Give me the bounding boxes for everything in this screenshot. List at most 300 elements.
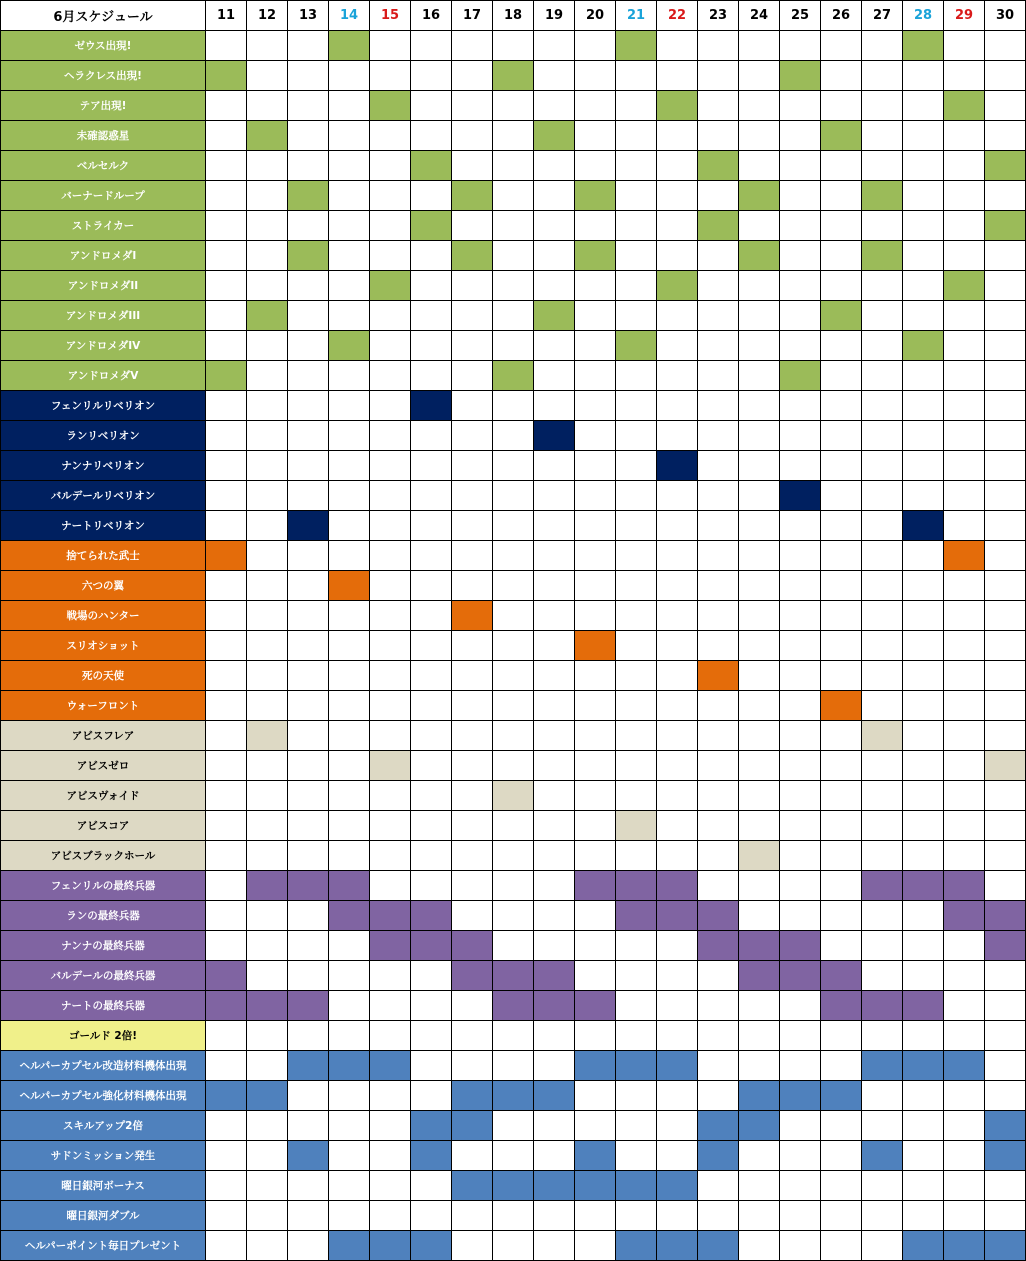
schedule-row	[1, 841, 1026, 871]
active-day-cell	[493, 61, 534, 91]
day-cell	[698, 751, 739, 781]
day-cell	[780, 1051, 821, 1081]
day-cell	[821, 241, 862, 271]
day-cell	[206, 91, 247, 121]
day-cell	[821, 91, 862, 121]
active-day-cell	[370, 271, 411, 301]
day-cell	[698, 571, 739, 601]
day-cell	[985, 601, 1026, 631]
day-cell	[903, 301, 944, 331]
day-cell	[780, 511, 821, 541]
day-cell	[329, 841, 370, 871]
active-day-cell	[329, 871, 370, 901]
day-cell	[534, 1231, 575, 1261]
day-cell	[452, 481, 493, 511]
day-cell	[411, 991, 452, 1021]
day-cell	[698, 121, 739, 151]
day-cell	[534, 721, 575, 751]
day-cell	[452, 31, 493, 61]
day-cell	[903, 451, 944, 481]
day-cell	[616, 751, 657, 781]
day-cell	[575, 481, 616, 511]
day-cell	[698, 841, 739, 871]
day-cell	[247, 1201, 288, 1231]
active-day-cell	[534, 991, 575, 1021]
day-cell	[534, 541, 575, 571]
active-day-cell	[493, 961, 534, 991]
day-cell	[985, 571, 1026, 601]
day-cell	[985, 841, 1026, 871]
active-day-cell	[739, 241, 780, 271]
day-cell	[452, 1141, 493, 1171]
day-cell	[288, 571, 329, 601]
day-cell	[944, 631, 985, 661]
day-cell	[657, 361, 698, 391]
day-cell	[862, 751, 903, 781]
day-cell	[493, 661, 534, 691]
day-cell	[247, 181, 288, 211]
event-label: ナートリベリオン	[1, 511, 206, 541]
day-cell	[534, 151, 575, 181]
day-cell	[698, 1171, 739, 1201]
day-cell	[575, 511, 616, 541]
day-cell	[247, 1021, 288, 1051]
day-cell	[780, 181, 821, 211]
day-cell	[821, 1201, 862, 1231]
day-cell	[534, 331, 575, 361]
day-cell	[903, 901, 944, 931]
day-cell	[739, 1021, 780, 1051]
active-day-cell	[534, 121, 575, 151]
day-cell	[985, 361, 1026, 391]
day-header-21: 21	[616, 1, 657, 31]
day-cell	[575, 331, 616, 361]
schedule-row	[1, 1171, 1026, 1201]
event-label: アビスゼロ	[1, 751, 206, 781]
day-cell	[411, 661, 452, 691]
active-day-cell	[698, 1231, 739, 1261]
day-cell	[206, 451, 247, 481]
schedule-row	[1, 991, 1026, 1021]
day-cell	[780, 841, 821, 871]
active-day-cell	[616, 331, 657, 361]
day-cell	[452, 991, 493, 1021]
day-cell	[985, 1081, 1026, 1111]
day-cell	[493, 331, 534, 361]
day-cell	[370, 361, 411, 391]
active-day-cell	[575, 871, 616, 901]
active-day-cell	[985, 901, 1026, 931]
active-day-cell	[821, 301, 862, 331]
event-label: 六つの翼	[1, 571, 206, 601]
schedule-row	[1, 1081, 1026, 1111]
day-cell	[452, 901, 493, 931]
day-cell	[206, 1171, 247, 1201]
day-cell	[862, 631, 903, 661]
day-cell	[247, 91, 288, 121]
day-cell	[411, 31, 452, 61]
schedule-row	[1, 961, 1026, 991]
day-cell	[206, 661, 247, 691]
schedule-title: 6月スケジュール	[1, 1, 206, 31]
day-cell	[206, 301, 247, 331]
day-cell	[452, 91, 493, 121]
day-cell	[247, 781, 288, 811]
day-cell	[534, 481, 575, 511]
active-day-cell	[739, 841, 780, 871]
day-cell	[944, 961, 985, 991]
day-cell	[329, 1111, 370, 1141]
day-cell	[329, 811, 370, 841]
day-cell	[247, 391, 288, 421]
day-cell	[657, 781, 698, 811]
day-cell	[862, 271, 903, 301]
schedule-row	[1, 811, 1026, 841]
day-cell	[862, 781, 903, 811]
day-cell	[985, 1021, 1026, 1051]
day-cell	[493, 541, 534, 571]
day-header-29: 29	[944, 1, 985, 31]
day-cell	[985, 691, 1026, 721]
day-cell	[370, 151, 411, 181]
active-day-cell	[657, 1051, 698, 1081]
day-cell	[903, 421, 944, 451]
day-cell	[247, 361, 288, 391]
day-cell	[739, 541, 780, 571]
day-cell	[575, 751, 616, 781]
day-cell	[575, 601, 616, 631]
day-cell	[616, 241, 657, 271]
day-cell	[944, 1141, 985, 1171]
day-cell	[985, 61, 1026, 91]
day-cell	[493, 481, 534, 511]
day-cell	[616, 781, 657, 811]
day-cell	[862, 511, 903, 541]
day-cell	[206, 421, 247, 451]
day-cell	[985, 271, 1026, 301]
day-cell	[534, 181, 575, 211]
active-day-cell	[452, 931, 493, 961]
day-header-27: 27	[862, 1, 903, 31]
active-day-cell	[411, 1231, 452, 1261]
day-cell	[657, 511, 698, 541]
day-cell	[862, 931, 903, 961]
day-cell	[247, 1051, 288, 1081]
day-cell	[534, 1201, 575, 1231]
day-cell	[657, 421, 698, 451]
day-cell	[616, 211, 657, 241]
day-cell	[534, 931, 575, 961]
event-label: アンドロメダIV	[1, 331, 206, 361]
schedule-row	[1, 301, 1026, 331]
day-cell	[370, 841, 411, 871]
day-cell	[821, 271, 862, 301]
day-cell	[452, 1051, 493, 1081]
active-day-cell	[862, 181, 903, 211]
day-cell	[616, 391, 657, 421]
active-day-cell	[821, 691, 862, 721]
day-cell	[944, 1201, 985, 1231]
day-header-13: 13	[288, 1, 329, 31]
day-cell	[780, 1231, 821, 1261]
day-cell	[206, 481, 247, 511]
day-cell	[247, 1141, 288, 1171]
day-cell	[821, 31, 862, 61]
day-cell	[698, 61, 739, 91]
day-cell	[903, 541, 944, 571]
day-cell	[739, 121, 780, 151]
day-cell	[944, 151, 985, 181]
day-cell	[575, 151, 616, 181]
event-label: 戦場のハンター	[1, 601, 206, 631]
active-day-cell	[575, 1171, 616, 1201]
day-header-20: 20	[575, 1, 616, 31]
day-cell	[985, 121, 1026, 151]
day-cell	[862, 691, 903, 721]
event-label: スキルアップ2倍	[1, 1111, 206, 1141]
day-cell	[698, 391, 739, 421]
day-cell	[452, 451, 493, 481]
day-header-23: 23	[698, 1, 739, 31]
day-cell	[780, 721, 821, 751]
day-cell	[944, 421, 985, 451]
day-cell	[616, 361, 657, 391]
day-cell	[370, 181, 411, 211]
active-day-cell	[493, 781, 534, 811]
day-cell	[985, 1201, 1026, 1231]
day-cell	[903, 931, 944, 961]
day-cell	[616, 691, 657, 721]
day-cell	[247, 571, 288, 601]
active-day-cell	[944, 541, 985, 571]
day-cell	[452, 811, 493, 841]
day-cell	[698, 1051, 739, 1081]
day-cell	[657, 241, 698, 271]
active-day-cell	[329, 571, 370, 601]
active-day-cell	[903, 511, 944, 541]
day-cell	[288, 1201, 329, 1231]
day-header-17: 17	[452, 1, 493, 31]
active-day-cell	[288, 241, 329, 271]
active-day-cell	[657, 271, 698, 301]
day-cell	[247, 211, 288, 241]
day-cell	[739, 511, 780, 541]
day-cell	[329, 601, 370, 631]
day-cell	[206, 391, 247, 421]
active-day-cell	[411, 391, 452, 421]
day-cell	[616, 1081, 657, 1111]
day-cell	[493, 691, 534, 721]
day-cell	[739, 211, 780, 241]
day-cell	[821, 781, 862, 811]
event-label: ランの最終兵器	[1, 901, 206, 931]
day-cell	[657, 211, 698, 241]
day-cell	[821, 481, 862, 511]
day-cell	[493, 421, 534, 451]
day-cell	[370, 631, 411, 661]
day-cell	[821, 211, 862, 241]
day-cell	[780, 271, 821, 301]
day-cell	[739, 31, 780, 61]
active-day-cell	[329, 331, 370, 361]
day-cell	[329, 151, 370, 181]
active-day-cell	[657, 871, 698, 901]
active-day-cell	[616, 1171, 657, 1201]
day-cell	[657, 301, 698, 331]
day-cell	[821, 571, 862, 601]
day-cell	[206, 181, 247, 211]
day-cell	[288, 61, 329, 91]
day-cell	[370, 781, 411, 811]
event-label: アビスコア	[1, 811, 206, 841]
event-label: ナートの最終兵器	[1, 991, 206, 1021]
day-cell	[657, 721, 698, 751]
active-day-cell	[698, 901, 739, 931]
schedule-row	[1, 421, 1026, 451]
day-cell	[452, 301, 493, 331]
day-cell	[288, 781, 329, 811]
day-cell	[657, 391, 698, 421]
active-day-cell	[493, 361, 534, 391]
day-cell	[698, 991, 739, 1021]
day-cell	[862, 451, 903, 481]
day-cell	[411, 331, 452, 361]
day-cell	[452, 841, 493, 871]
day-cell	[821, 331, 862, 361]
day-cell	[575, 271, 616, 301]
day-cell	[206, 1201, 247, 1231]
day-cell	[698, 1021, 739, 1051]
event-label: 未確認惑星	[1, 121, 206, 151]
day-cell	[944, 181, 985, 211]
event-label: アビスフレア	[1, 721, 206, 751]
event-label: アビスヴォイド	[1, 781, 206, 811]
event-label: バーナードループ	[1, 181, 206, 211]
active-day-cell	[288, 1051, 329, 1081]
schedule-row	[1, 241, 1026, 271]
day-cell	[452, 1201, 493, 1231]
day-cell	[329, 211, 370, 241]
schedule-row	[1, 1111, 1026, 1141]
day-cell	[944, 751, 985, 781]
day-cell	[329, 721, 370, 751]
day-cell	[370, 1081, 411, 1111]
day-cell	[247, 931, 288, 961]
day-cell	[780, 1021, 821, 1051]
day-cell	[411, 601, 452, 631]
day-cell	[370, 1111, 411, 1141]
day-cell	[739, 1141, 780, 1171]
day-header-15: 15	[370, 1, 411, 31]
event-label: 曜日銀河ボーナス	[1, 1171, 206, 1201]
day-cell	[862, 481, 903, 511]
day-cell	[903, 361, 944, 391]
active-day-cell	[452, 601, 493, 631]
day-cell	[739, 631, 780, 661]
day-cell	[903, 721, 944, 751]
schedule-body	[1, 31, 1026, 1261]
day-cell	[534, 1111, 575, 1141]
day-cell	[411, 451, 452, 481]
active-day-cell	[534, 301, 575, 331]
active-day-cell	[985, 151, 1026, 181]
day-cell	[329, 1171, 370, 1201]
day-cell	[452, 661, 493, 691]
day-cell	[247, 601, 288, 631]
day-cell	[452, 121, 493, 151]
day-cell	[821, 631, 862, 661]
day-cell	[493, 931, 534, 961]
day-cell	[862, 301, 903, 331]
day-cell	[247, 31, 288, 61]
active-day-cell	[329, 31, 370, 61]
day-cell	[657, 61, 698, 91]
day-cell	[329, 61, 370, 91]
day-header-12: 12	[247, 1, 288, 31]
day-cell	[288, 451, 329, 481]
day-cell	[985, 631, 1026, 661]
day-cell	[903, 151, 944, 181]
event-label: ナンナリベリオン	[1, 451, 206, 481]
day-cell	[780, 451, 821, 481]
day-cell	[780, 1141, 821, 1171]
day-cell	[944, 481, 985, 511]
day-cell	[616, 271, 657, 301]
day-cell	[534, 1051, 575, 1081]
active-day-cell	[657, 1231, 698, 1261]
day-cell	[452, 751, 493, 781]
day-cell	[411, 1171, 452, 1201]
day-cell	[903, 1021, 944, 1051]
day-cell	[903, 91, 944, 121]
day-cell	[288, 1111, 329, 1141]
day-cell	[616, 511, 657, 541]
day-cell	[698, 781, 739, 811]
day-cell	[944, 1111, 985, 1141]
active-day-cell	[247, 871, 288, 901]
day-cell	[985, 481, 1026, 511]
day-cell	[493, 901, 534, 931]
day-cell	[698, 721, 739, 751]
event-label: ヘルパーカプセル強化材料機体出現	[1, 1081, 206, 1111]
day-cell	[534, 661, 575, 691]
day-cell	[616, 301, 657, 331]
day-cell	[739, 421, 780, 451]
day-cell	[944, 1021, 985, 1051]
day-cell	[862, 841, 903, 871]
schedule-row	[1, 1231, 1026, 1261]
day-cell	[329, 691, 370, 721]
day-cell	[698, 91, 739, 121]
active-day-cell	[288, 181, 329, 211]
day-cell	[411, 91, 452, 121]
day-cell	[821, 61, 862, 91]
schedule-row	[1, 871, 1026, 901]
active-day-cell	[534, 421, 575, 451]
day-cell	[247, 331, 288, 361]
day-cell	[329, 451, 370, 481]
day-cell	[288, 961, 329, 991]
day-cell	[493, 301, 534, 331]
schedule-row	[1, 181, 1026, 211]
day-cell	[903, 1141, 944, 1171]
day-cell	[821, 1141, 862, 1171]
schedule-row	[1, 631, 1026, 661]
day-cell	[534, 1141, 575, 1171]
event-label: ヘルパーポイント毎日プレゼント	[1, 1231, 206, 1261]
event-label: ウォーフロント	[1, 691, 206, 721]
day-cell	[985, 781, 1026, 811]
